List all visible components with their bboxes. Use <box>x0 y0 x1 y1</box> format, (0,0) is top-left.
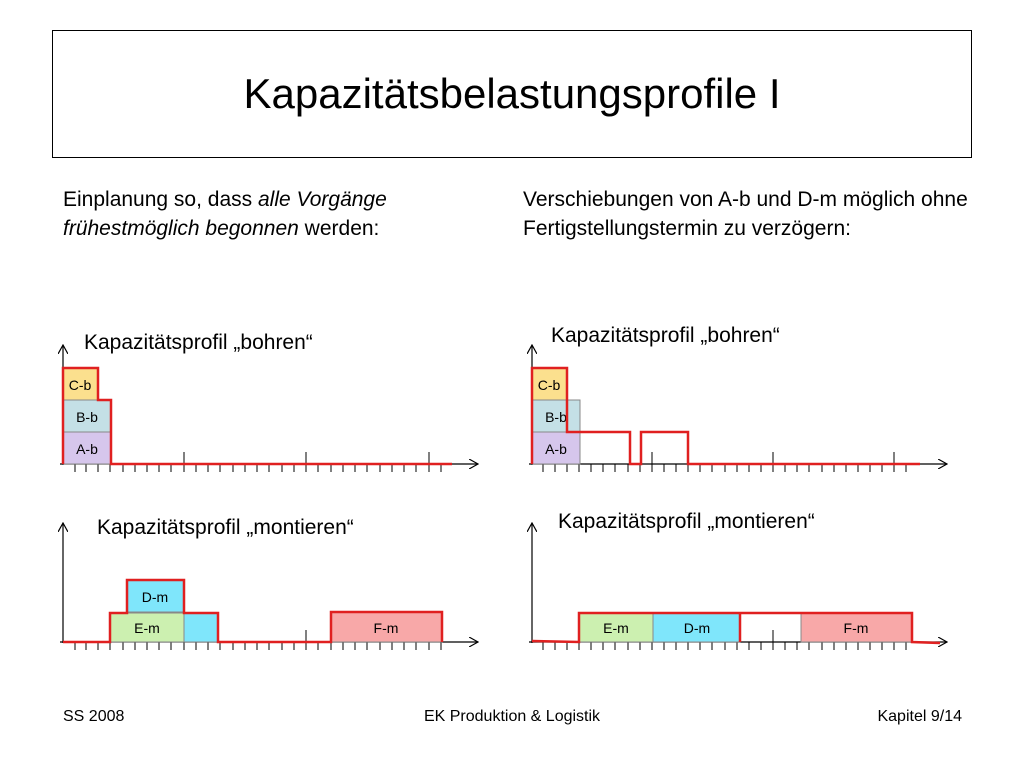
block-dm-label: D-m <box>141 589 169 605</box>
chart-montieren-left <box>60 523 478 650</box>
block-fm-label: F-m <box>843 620 869 636</box>
block-bb-label: B-b <box>76 409 98 425</box>
footer-right: Kapitel 9/14 <box>877 708 962 725</box>
chart-label-bohren-right: Kapazitätsprofil „bohren“ <box>551 324 780 347</box>
right-description: Verschiebungen von A-b und D-m möglich ohne Fertigstellungstermin zu verzögern: <box>523 188 968 240</box>
chart-bohren-right <box>529 345 947 472</box>
block-bb-label: B-b <box>545 409 567 425</box>
chart-label-montieren-right: Kapazitätsprofil „montieren“ <box>558 510 815 533</box>
page-title: Kapazitätsbelastungsprofile I <box>243 70 781 117</box>
block-ab-label: A-b <box>76 441 98 457</box>
block-fm-label: F-m <box>373 620 399 636</box>
left-text-part1: Einplanung so, dass <box>63 188 258 211</box>
footer-left: SS 2008 <box>63 708 125 725</box>
block-cb-label: C-b <box>537 377 561 393</box>
block-ab-label: A-b <box>545 441 567 457</box>
load-profile-line <box>63 368 452 464</box>
block-em-label: E-m <box>603 620 629 636</box>
chart-label-montieren-left: Kapazitätsprofil „montieren“ <box>97 516 354 539</box>
chart-label-bohren-left: Kapazitätsprofil „bohren“ <box>84 331 313 354</box>
chart-bohren-left <box>60 345 478 472</box>
footer-center: EK Produktion & Logistik <box>423 708 601 725</box>
load-profile-line <box>532 368 920 464</box>
chart-montieren-right <box>529 523 947 650</box>
left-text-part2: werden: <box>298 217 380 240</box>
block-em-label: E-m <box>134 620 160 636</box>
block-dm-remainder <box>184 613 218 642</box>
block-cb-label: C-b <box>68 377 92 393</box>
block-dm-label: D-m <box>683 620 711 636</box>
left-text-italic: alle Vorgänge frühestmöglich begonnen <box>63 188 387 240</box>
